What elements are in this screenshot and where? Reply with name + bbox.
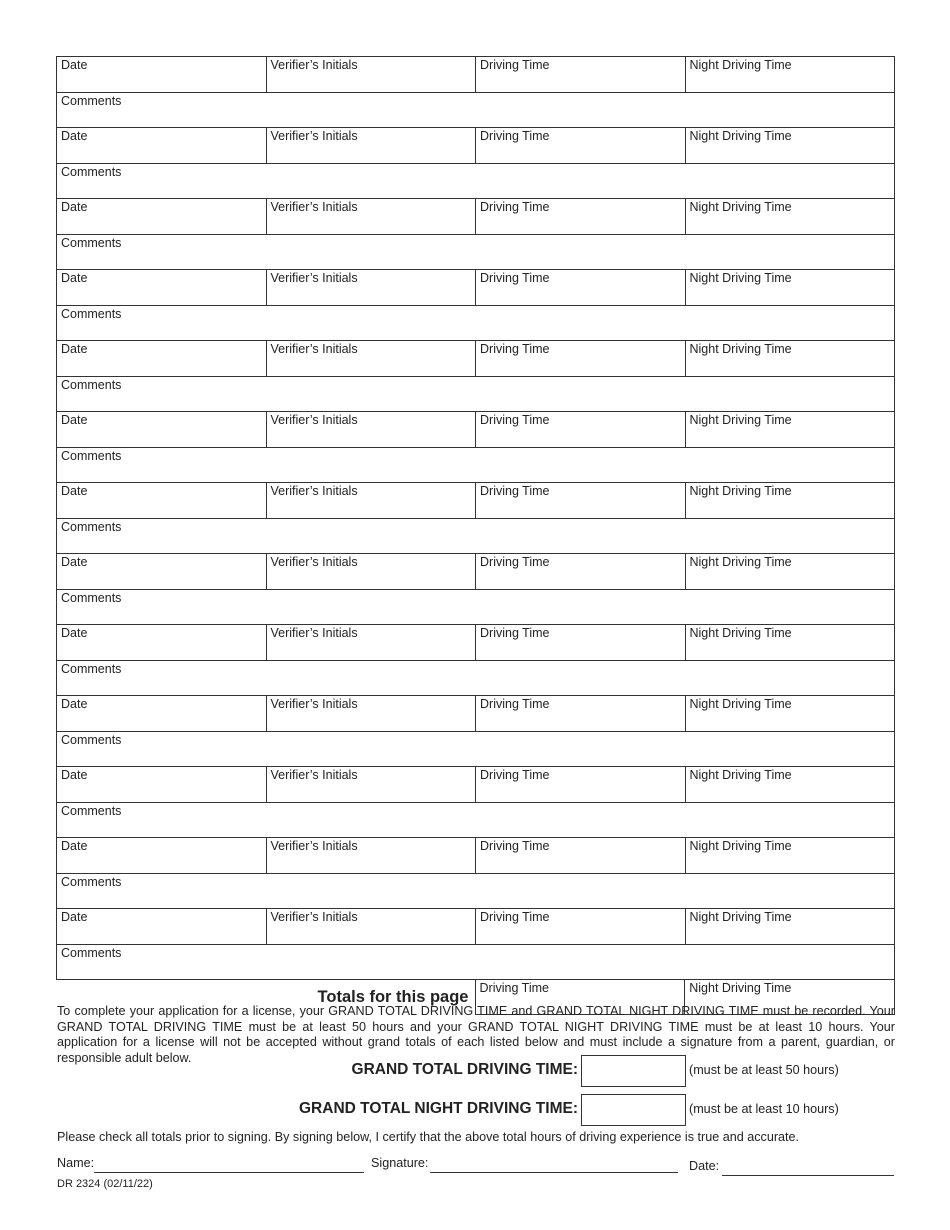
verifier-initials-label: Verifier’s Initials: [270, 697, 358, 711]
night-driving-time-field[interactable]: [685, 270, 895, 305]
name-field[interactable]: [94, 1172, 364, 1173]
night-driving-time-label: Night Driving Time: [689, 413, 792, 427]
verifier-initials-field[interactable]: [266, 128, 476, 163]
total-driving-time-field[interactable]: Driving Time: [475, 980, 685, 1015]
log-entries: [56, 56, 895, 980]
night-driving-time-label: Night Driving Time: [689, 697, 792, 711]
verifier-initials-label: Verifier’s Initials: [270, 768, 358, 782]
date-label: Date: [61, 555, 88, 569]
verifier-initials-label: Verifier’s Initials: [270, 200, 358, 214]
verifier-initials-field[interactable]: [266, 199, 476, 234]
grand-total-driving-field[interactable]: [581, 1055, 686, 1087]
verifier-initials-field[interactable]: [266, 270, 476, 305]
driving-time-label: Driving Time: [480, 271, 550, 285]
night-driving-time-field[interactable]: [685, 412, 895, 447]
driving-time-field[interactable]: [475, 696, 685, 731]
driving-time-field[interactable]: [475, 625, 685, 660]
driving-time-label: Driving Time: [480, 768, 550, 782]
date-field[interactable]: [57, 696, 266, 731]
date-field[interactable]: [57, 838, 266, 873]
night-driving-time-label: Night Driving Time: [689, 555, 792, 569]
log-entry: [57, 412, 894, 483]
grand-total-night-label: GRAND TOTAL NIGHT DRIVING TIME:: [299, 1100, 578, 1117]
verifier-initials-label: Verifier’s Initials: [270, 58, 358, 72]
date-label: Date: [61, 626, 88, 640]
entry-fields-row: [57, 57, 894, 93]
driving-time-label: Driving Time: [480, 413, 550, 427]
comments-field[interactable]: [57, 945, 894, 979]
verifier-initials-field[interactable]: [266, 767, 476, 802]
night-driving-time-label: Night Driving Time: [689, 839, 792, 853]
night-driving-time-field[interactable]: [685, 554, 895, 589]
comments-field[interactable]: [57, 661, 894, 695]
certification-text: Please check all totals prior to signing. By signing below, I certify that the above total hours of driving experience is true and accurate.: [57, 1130, 800, 1144]
entry-fields-row: [57, 483, 894, 519]
date-label: Date: [61, 342, 88, 356]
verifier-initials-field[interactable]: [266, 554, 476, 589]
entry-fields-row: [57, 625, 894, 661]
verifier-initials-label: Verifier’s Initials: [270, 626, 358, 640]
driving-time-field[interactable]: [475, 909, 685, 944]
comments-label: Comments: [61, 165, 122, 179]
date-field[interactable]: [57, 199, 266, 234]
date-label: Date: [61, 910, 88, 924]
date-label: Date: [61, 271, 88, 285]
night-driving-time-field[interactable]: [685, 838, 895, 873]
log-entry: [57, 625, 894, 696]
night-driving-time-field[interactable]: [685, 625, 895, 660]
comments-label: Comments: [61, 804, 122, 818]
comments-field[interactable]: [57, 874, 894, 908]
entry-fields-row: [57, 341, 894, 377]
night-driving-time-field[interactable]: [685, 199, 895, 234]
date-label: Date: [61, 839, 88, 853]
entry-fields-row: [57, 909, 894, 945]
grand-total-driving-label: GRAND TOTAL DRIVING TIME:: [351, 1061, 578, 1078]
date-field[interactable]: [57, 412, 266, 447]
name-label: Name:: [57, 1156, 95, 1170]
night-driving-time-label: Night Driving Time: [689, 200, 792, 214]
comments-field[interactable]: [57, 164, 894, 198]
date-field[interactable]: [57, 341, 266, 376]
night-driving-time-field[interactable]: [685, 909, 895, 944]
comments-field[interactable]: [57, 732, 894, 766]
verifier-initials-label: Verifier’s Initials: [270, 910, 358, 924]
driving-log: [56, 56, 895, 1015]
driving-time-field[interactable]: [475, 483, 685, 518]
verifier-initials-field[interactable]: [266, 909, 476, 944]
date-field[interactable]: [57, 767, 266, 802]
driving-time-label: Driving Time: [480, 484, 550, 498]
date-field[interactable]: [57, 270, 266, 305]
date-label: Date: [61, 697, 88, 711]
date-field[interactable]: [57, 625, 266, 660]
driving-time-label: Driving Time: [480, 342, 550, 356]
totals-label: Totals for this page: [317, 988, 469, 1006]
instructions: To complete your application for a license, your GRAND TOTAL DRIVING TIME and GRAND TOTAL NIGHT DRIVING TIME must be recorded. Your GRAND TOTAL DRIVING TIME must be at least 50 hours and your GRAND TOTAL NIGHT DRIVING TIME must be at least 10 hours. Your application for a license will not be accepted without grand totals of each listed below and must include a signature from a parent, guardian, or responsible adult below.: [57, 1004, 895, 1065]
driving-time-label: Driving Time: [480, 200, 550, 214]
date-label: Date: [61, 129, 88, 143]
night-driving-time-label: Night Driving Time: [689, 342, 792, 356]
driving-time-label: Driving Time: [480, 910, 550, 924]
entry-fields-row: [57, 554, 894, 590]
driving-time-field[interactable]: [475, 412, 685, 447]
date-field[interactable]: [57, 909, 266, 944]
log-entry: [57, 696, 894, 767]
verifier-initials-field[interactable]: [266, 57, 476, 92]
comments-label: Comments: [61, 733, 122, 747]
night-driving-time-label: Night Driving Time: [689, 910, 792, 924]
comments-label: Comments: [61, 591, 122, 605]
verifier-initials-label: Verifier’s Initials: [270, 555, 358, 569]
date-field[interactable]: [57, 57, 266, 92]
log-entry: [57, 554, 894, 625]
driving-time-label: Driving Time: [480, 697, 550, 711]
verifier-initials-label: Verifier’s Initials: [270, 839, 358, 853]
entry-fields-row: [57, 767, 894, 803]
comments-field[interactable]: [57, 803, 894, 837]
night-driving-time-label: Night Driving Time: [689, 626, 792, 640]
date-label: Date: [61, 58, 88, 72]
grand-total-night: [0, 1094, 950, 1126]
verifier-initials-field[interactable]: [266, 838, 476, 873]
comments-field[interactable]: [57, 306, 894, 340]
night-driving-time-label: Night Driving Time: [689, 271, 792, 285]
driving-time-label: Driving Time: [480, 555, 550, 569]
signature-label: Signature:: [371, 1156, 429, 1170]
driving-time-field[interactable]: [475, 341, 685, 376]
night-driving-time-field[interactable]: [685, 341, 895, 376]
comments-label: Comments: [61, 449, 122, 463]
comments-label: Comments: [61, 307, 122, 321]
verifier-initials-field[interactable]: [266, 412, 476, 447]
driving-time-label: Driving Time: [480, 626, 550, 640]
log-entry: [57, 341, 894, 412]
driving-time-label: Driving Time: [480, 58, 550, 72]
comments-field[interactable]: [57, 590, 894, 624]
comments-label: Comments: [61, 378, 122, 392]
date-label: Date: [61, 484, 88, 498]
total-night-driving-time-field[interactable]: Night Driving Time: [684, 980, 895, 1015]
driving-time-field[interactable]: [475, 554, 685, 589]
night-driving-time-field[interactable]: [685, 767, 895, 802]
verifier-initials-field[interactable]: [266, 341, 476, 376]
driving-time-field[interactable]: [475, 270, 685, 305]
signature-field[interactable]: [430, 1172, 678, 1173]
night-driving-time-label: Night Driving Time: [689, 768, 792, 782]
comments-label: Comments: [61, 94, 122, 108]
entry-fields-row: [57, 128, 894, 164]
driving-time-field[interactable]: [475, 128, 685, 163]
comments-field[interactable]: [57, 448, 894, 482]
night-driving-time-label: Night Driving Time: [689, 58, 792, 72]
log-entry: [57, 57, 894, 128]
verifier-initials-field[interactable]: [266, 696, 476, 731]
entry-fields-row: [57, 412, 894, 448]
date-label: Date: [61, 768, 88, 782]
grand-total-driving: [0, 1055, 950, 1087]
entry-fields-row: [57, 270, 894, 306]
entry-fields-row: [57, 838, 894, 874]
driving-time-field[interactable]: [475, 838, 685, 873]
night-driving-time-label: Night Driving Time: [689, 129, 792, 143]
date-label: Date: [61, 200, 88, 214]
date-label: Date: [61, 413, 88, 427]
verifier-initials-label: Verifier’s Initials: [270, 484, 358, 498]
grand-total-driving-note: (must be at least 50 hours): [689, 1063, 839, 1077]
comments-label: Comments: [61, 662, 122, 676]
driving-time-field[interactable]: [475, 57, 685, 92]
verifier-initials-label: Verifier’s Initials: [270, 413, 358, 427]
driving-time-field[interactable]: [475, 767, 685, 802]
grand-total-night-field[interactable]: [581, 1094, 686, 1126]
night-driving-time-field[interactable]: [685, 57, 895, 92]
form-number: DR 2324 (02/11/22): [57, 1178, 153, 1190]
comments-label: Comments: [61, 946, 122, 960]
verifier-initials-label: Verifier’s Initials: [270, 271, 358, 285]
date-label: Date:: [689, 1159, 720, 1173]
driving-time-field[interactable]: [475, 199, 685, 234]
comments-label: Comments: [61, 520, 122, 534]
date-field[interactable]: [57, 128, 266, 163]
comments-field[interactable]: [57, 235, 894, 269]
date-signature-field[interactable]: [722, 1175, 894, 1176]
night-driving-time-field[interactable]: [685, 483, 895, 518]
date-field[interactable]: [57, 554, 266, 589]
log-entry: [57, 483, 894, 554]
log-entry: [57, 270, 894, 341]
date-field[interactable]: [57, 483, 266, 518]
night-driving-time-field[interactable]: [685, 696, 895, 731]
driving-time-label: Driving Time: [480, 839, 550, 853]
comments-label: Comments: [61, 875, 122, 889]
log-entry: [57, 909, 894, 980]
entry-fields-row: [57, 199, 894, 235]
verifier-initials-field[interactable]: [266, 483, 476, 518]
verifier-initials-label: Verifier’s Initials: [270, 129, 358, 143]
comments-field[interactable]: [57, 377, 894, 411]
driving-time-label: Driving Time: [480, 129, 550, 143]
log-entry: [57, 128, 894, 199]
grand-total-night-note: (must be at least 10 hours): [689, 1102, 839, 1116]
night-driving-time-label: Night Driving Time: [689, 484, 792, 498]
log-entry: [57, 838, 894, 909]
log-entry: [57, 199, 894, 270]
night-driving-time-field[interactable]: [685, 128, 895, 163]
comments-label: Comments: [61, 236, 122, 250]
comments-field[interactable]: [57, 93, 894, 127]
verifier-initials-field[interactable]: [266, 625, 476, 660]
entry-fields-row: [57, 696, 894, 732]
verifier-initials-label: Verifier’s Initials: [270, 342, 358, 356]
log-entry: [57, 767, 894, 838]
comments-field[interactable]: [57, 519, 894, 553]
